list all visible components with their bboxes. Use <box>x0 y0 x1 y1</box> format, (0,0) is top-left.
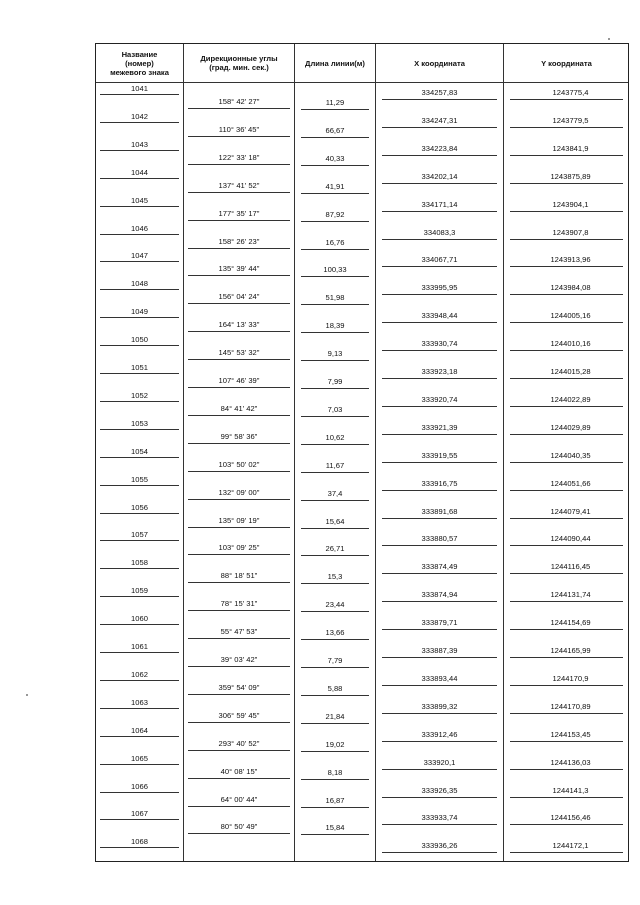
direction-angle: 78° 15' 31" <box>220 599 258 609</box>
x-coordinate: 333948,44 <box>421 311 458 321</box>
y-rule <box>510 601 623 602</box>
x-rule <box>382 462 497 463</box>
point-rule <box>100 540 179 541</box>
x-coordinate: 333921,39 <box>421 422 458 432</box>
y-coordinate: 1244153,45 <box>550 729 591 739</box>
point-name: 1054 <box>131 446 148 456</box>
direction-angle: 39° 03' 42" <box>220 655 258 664</box>
x-coordinate: 333891,68 <box>421 506 458 516</box>
point-name: 1057 <box>131 530 148 540</box>
line-length: 9,13 <box>327 349 343 359</box>
y-coordinate: 1243841,9 <box>552 143 589 153</box>
header-x-coordinate: X координата <box>414 58 465 68</box>
length-rule <box>301 695 369 696</box>
direction-angle: 137° 41' 52" <box>218 180 260 190</box>
y-rule <box>510 183 623 184</box>
header-divider <box>96 82 628 83</box>
angle-rule <box>188 415 290 416</box>
x-coordinate: 333899,32 <box>421 701 458 711</box>
y-coordinate: 1244005,16 <box>550 311 591 321</box>
direction-angle: 122° 33' 18" <box>218 152 260 162</box>
line-length: 18,39 <box>325 321 345 331</box>
x-coordinate: 333887,39 <box>421 646 458 655</box>
direction-angle: 359° 54' 09" <box>218 682 260 692</box>
y-coordinate: 1244116,45 <box>550 562 591 572</box>
x-coordinate: 333920,1 <box>423 757 456 767</box>
line-length: 7,99 <box>327 377 343 386</box>
length-rule <box>301 555 369 556</box>
point-name: 1063 <box>131 697 148 707</box>
direction-angle: 293° 40' 52" <box>218 738 260 748</box>
direction-angle: 64° 00' 44" <box>220 794 258 804</box>
length-rule <box>301 472 369 473</box>
y-coordinate: 1244136,03 <box>550 757 591 767</box>
y-coordinate: 1244029,89 <box>550 422 591 432</box>
line-length: 66,67 <box>325 125 345 135</box>
line-length: 37,4 <box>327 488 343 498</box>
header-direction-angle: Дирекционные углы (град. мин. сек.) <box>200 54 278 72</box>
length-rule <box>301 360 369 361</box>
length-rule <box>301 723 369 724</box>
length-rule <box>301 416 369 417</box>
x-rule <box>382 239 497 240</box>
y-rule <box>510 155 623 156</box>
line-length: 10,62 <box>325 432 345 442</box>
x-rule <box>382 797 497 798</box>
x-rule <box>382 155 497 156</box>
x-rule <box>382 378 497 379</box>
direction-angle: 103° 09' 25" <box>218 543 260 553</box>
y-coordinate: 1244170,9 <box>552 673 589 683</box>
x-rule <box>382 657 497 658</box>
x-coordinate: 333916,75 <box>421 478 458 488</box>
y-rule <box>510 350 623 351</box>
x-coordinate: 333874,49 <box>421 562 458 572</box>
x-coordinate: 333912,46 <box>421 729 458 739</box>
point-name: 1045 <box>131 195 148 205</box>
x-rule <box>382 769 497 770</box>
line-length: 16,76 <box>325 237 345 247</box>
point-name: 1052 <box>131 390 148 400</box>
point-name: 1042 <box>131 111 148 121</box>
angle-rule <box>188 387 290 388</box>
y-rule <box>510 657 623 658</box>
direction-angle: 132° 09' 00" <box>218 487 260 497</box>
x-rule <box>382 685 497 686</box>
y-coordinate: 1243984,08 <box>550 283 591 293</box>
line-length: 16,87 <box>325 795 345 805</box>
angle-rule <box>188 331 290 332</box>
y-rule <box>510 573 623 574</box>
length-rule <box>301 193 369 194</box>
y-coordinate: 1244022,89 <box>550 394 591 404</box>
point-name: 1047 <box>131 251 148 261</box>
x-rule <box>382 518 497 519</box>
line-length: 21,84 <box>325 711 345 721</box>
point-name: 1049 <box>131 307 148 317</box>
header-y-coordinate: Y координата <box>541 58 592 68</box>
line-length: 11,67 <box>325 460 345 470</box>
point-name: 1053 <box>131 418 148 428</box>
y-coordinate: 1244010,16 <box>550 339 591 349</box>
direction-angle: 84° 41' 42" <box>220 403 258 413</box>
column-divider <box>503 44 504 861</box>
x-rule <box>382 211 497 212</box>
direction-angle: 80° 50' 49" <box>220 822 258 832</box>
point-rule <box>100 206 179 207</box>
header-line-length: Длина линии(м) <box>305 58 365 68</box>
direction-angle: 135° 39' 44" <box>218 264 260 274</box>
y-rule <box>510 99 623 100</box>
x-rule <box>382 183 497 184</box>
point-rule <box>100 150 179 151</box>
angle-rule <box>188 666 290 667</box>
length-rule <box>301 500 369 501</box>
point-rule <box>100 373 179 374</box>
length-rule <box>301 751 369 752</box>
line-length: 5,88 <box>327 683 343 693</box>
column-divider <box>294 44 295 861</box>
point-name: 1066 <box>131 781 148 791</box>
line-length: 100,33 <box>323 265 347 275</box>
angle-rule <box>188 638 290 639</box>
length-rule <box>301 249 369 250</box>
length-rule <box>301 639 369 640</box>
y-coordinate: 1243907,8 <box>552 227 589 237</box>
length-rule <box>301 276 369 277</box>
x-coordinate: 333919,55 <box>421 450 458 460</box>
point-name: 1059 <box>131 586 148 596</box>
y-coordinate: 1243913,96 <box>550 255 591 265</box>
y-rule <box>510 322 623 323</box>
angle-rule <box>188 554 290 555</box>
point-name: 1051 <box>131 363 148 372</box>
line-length: 23,44 <box>325 600 345 610</box>
point-rule <box>100 680 179 681</box>
point-rule <box>100 596 179 597</box>
y-coordinate: 1244154,69 <box>550 618 591 628</box>
point-rule <box>100 513 179 514</box>
x-coordinate: 333930,74 <box>421 339 458 349</box>
y-coordinate: 1244090,44 <box>550 534 591 544</box>
y-rule <box>510 239 623 240</box>
length-rule <box>301 165 369 166</box>
x-rule <box>382 713 497 714</box>
length-rule <box>301 221 369 222</box>
y-rule <box>510 545 623 546</box>
x-coordinate: 333936,26 <box>421 841 458 851</box>
point-rule <box>100 401 179 402</box>
angle-rule <box>188 778 290 779</box>
point-rule <box>100 234 179 235</box>
x-rule <box>382 350 497 351</box>
angle-rule <box>188 471 290 472</box>
x-coordinate: 333879,71 <box>421 618 458 628</box>
point-rule <box>100 178 179 179</box>
y-rule <box>510 294 623 295</box>
x-coordinate: 334067,71 <box>421 255 458 265</box>
x-coordinate: 333880,57 <box>421 534 458 544</box>
line-length: 7,79 <box>327 656 343 665</box>
point-name: 1055 <box>131 474 148 484</box>
y-rule <box>510 685 623 686</box>
direction-angle: 158° 42' 27" <box>218 97 260 106</box>
angle-rule <box>188 275 290 276</box>
y-coordinate: 1244156,46 <box>550 813 591 823</box>
length-rule <box>301 583 369 584</box>
x-coordinate: 334247,31 <box>421 115 458 125</box>
y-rule <box>510 713 623 714</box>
angle-rule <box>188 136 290 137</box>
y-coordinate: 1244051,66 <box>550 478 591 488</box>
angle-rule <box>188 220 290 221</box>
direction-angle: 177° 35' 17" <box>218 208 260 218</box>
y-coordinate: 1243904,1 <box>552 199 589 209</box>
point-name: 1043 <box>131 139 148 149</box>
x-rule <box>382 406 497 407</box>
y-coordinate: 1244015,28 <box>550 367 591 376</box>
x-coordinate: 333995,95 <box>421 283 458 293</box>
line-length: 26,71 <box>325 544 345 554</box>
direction-angle: 55° 47' 53" <box>220 627 258 637</box>
y-coordinate: 1244040,35 <box>550 450 591 460</box>
y-rule <box>510 406 623 407</box>
length-rule <box>301 304 369 305</box>
angle-rule <box>188 164 290 165</box>
x-rule <box>382 490 497 491</box>
point-rule <box>100 819 179 820</box>
y-rule <box>510 462 623 463</box>
point-rule <box>100 792 179 793</box>
x-coordinate: 333926,35 <box>421 785 458 795</box>
line-length: 87,92 <box>325 209 345 219</box>
angle-rule <box>188 248 290 249</box>
y-rule <box>510 266 623 267</box>
direction-angle: 164° 13' 33" <box>218 320 260 330</box>
y-coordinate: 1244170,89 <box>550 701 591 711</box>
line-length: 15,64 <box>325 516 345 526</box>
angle-rule <box>188 303 290 304</box>
point-name: 1067 <box>131 809 148 819</box>
x-rule <box>382 127 497 128</box>
y-rule <box>510 629 623 630</box>
y-rule <box>510 490 623 491</box>
x-rule <box>382 434 497 435</box>
direction-angle: 40° 08' 15" <box>220 766 258 776</box>
line-length: 8,18 <box>327 767 343 777</box>
y-rule <box>510 852 623 853</box>
x-rule <box>382 741 497 742</box>
angle-rule <box>188 610 290 611</box>
line-length: 41,91 <box>325 181 345 191</box>
point-rule <box>100 317 179 318</box>
y-coordinate: 1244141,3 <box>552 785 589 795</box>
angle-rule <box>188 582 290 583</box>
point-rule <box>100 764 179 765</box>
y-rule <box>510 211 623 212</box>
y-coordinate: 1244079,41 <box>550 506 591 516</box>
x-coordinate: 333874,94 <box>421 590 458 600</box>
x-rule <box>382 629 497 630</box>
point-name: 1064 <box>131 725 148 735</box>
y-rule <box>510 127 623 128</box>
y-coordinate: 1243775,4 <box>552 88 589 97</box>
x-coordinate: 333893,44 <box>421 673 458 683</box>
x-rule <box>382 294 497 295</box>
scan-speck <box>608 38 610 40</box>
y-coordinate: 1244165,99 <box>550 646 591 655</box>
point-rule <box>100 847 179 848</box>
x-coordinate: 334202,14 <box>421 171 458 181</box>
length-rule <box>301 779 369 780</box>
point-name: 1061 <box>131 642 148 651</box>
length-rule <box>301 667 369 668</box>
point-name: 1060 <box>131 614 148 624</box>
point-rule <box>100 429 179 430</box>
x-rule <box>382 573 497 574</box>
y-rule <box>510 741 623 742</box>
direction-angle: 99° 58' 36" <box>220 431 258 441</box>
point-name: 1058 <box>131 558 148 568</box>
length-rule <box>301 528 369 529</box>
point-name: 1044 <box>131 167 148 177</box>
y-coordinate: 1244131,74 <box>550 590 591 600</box>
point-name: 1062 <box>131 669 148 679</box>
point-rule <box>100 652 179 653</box>
y-coordinate: 1243875,89 <box>550 171 591 181</box>
length-rule <box>301 807 369 808</box>
y-rule <box>510 378 623 379</box>
line-length: 11,29 <box>325 98 345 107</box>
angle-rule <box>188 192 290 193</box>
point-rule <box>100 261 179 262</box>
y-coordinate: 1244172,1 <box>552 841 589 851</box>
line-length: 7,03 <box>327 404 343 414</box>
direction-angle: 306° 59' 45" <box>218 710 260 720</box>
point-name: 1050 <box>131 335 148 345</box>
direction-angle: 103° 50' 02" <box>218 459 260 469</box>
x-coordinate: 333920,74 <box>421 394 458 404</box>
coordinate-table <box>95 43 629 862</box>
point-name: 1046 <box>131 223 148 233</box>
x-coordinate: 333933,74 <box>421 813 458 823</box>
x-coordinate: 333923,18 <box>421 367 458 376</box>
direction-angle: 156° 04' 24" <box>218 292 260 302</box>
x-coordinate: 334257,83 <box>421 88 458 97</box>
line-length: 19,02 <box>325 739 345 749</box>
line-length: 15,3 <box>327 572 343 582</box>
x-rule <box>382 322 497 323</box>
y-rule <box>510 797 623 798</box>
x-rule <box>382 266 497 267</box>
y-rule <box>510 434 623 435</box>
x-rule <box>382 824 497 825</box>
direction-angle: 88° 18' 51" <box>220 571 258 581</box>
x-coordinate: 334171,14 <box>421 199 458 209</box>
line-length: 40,33 <box>325 153 345 163</box>
point-rule <box>100 736 179 737</box>
direction-angle: 107° 46' 39" <box>218 376 260 385</box>
direction-angle: 110° 36' 45" <box>218 124 260 134</box>
point-rule <box>100 345 179 346</box>
point-rule <box>100 94 179 95</box>
line-length: 13,66 <box>325 628 345 638</box>
header-point-name: Название (номер) межевого знака <box>110 49 169 77</box>
point-name: 1056 <box>131 502 148 512</box>
length-rule <box>301 611 369 612</box>
line-length: 15,84 <box>325 823 345 833</box>
angle-rule <box>188 443 290 444</box>
length-rule <box>301 137 369 138</box>
x-rule <box>382 852 497 853</box>
angle-rule <box>188 806 290 807</box>
point-rule <box>100 122 179 123</box>
point-rule <box>100 485 179 486</box>
y-rule <box>510 824 623 825</box>
y-rule <box>510 769 623 770</box>
angle-rule <box>188 499 290 500</box>
length-rule <box>301 109 369 110</box>
direction-angle: 158° 26' 23" <box>218 236 260 246</box>
point-name: 1068 <box>131 837 148 847</box>
length-rule <box>301 388 369 389</box>
x-rule <box>382 545 497 546</box>
point-rule <box>100 568 179 569</box>
scan-speck <box>26 694 28 696</box>
angle-rule <box>188 833 290 834</box>
point-name: 1065 <box>131 753 148 763</box>
x-coordinate: 334223,84 <box>421 143 458 153</box>
angle-rule <box>188 750 290 751</box>
point-rule <box>100 624 179 625</box>
x-coordinate: 334083,3 <box>423 227 456 237</box>
length-rule <box>301 332 369 333</box>
point-name: 1048 <box>131 279 148 289</box>
direction-angle: 135° 09' 19" <box>218 515 260 525</box>
y-rule <box>510 518 623 519</box>
angle-rule <box>188 722 290 723</box>
line-length: 51,98 <box>325 293 345 303</box>
length-rule <box>301 834 369 835</box>
angle-rule <box>188 694 290 695</box>
angle-rule <box>188 359 290 360</box>
y-coordinate: 1243779,5 <box>552 115 589 125</box>
point-rule <box>100 457 179 458</box>
direction-angle: 145° 53' 32" <box>218 348 260 358</box>
angle-rule <box>188 527 290 528</box>
x-rule <box>382 601 497 602</box>
x-rule <box>382 99 497 100</box>
point-rule <box>100 289 179 290</box>
point-rule <box>100 708 179 709</box>
length-rule <box>301 444 369 445</box>
point-name: 1041 <box>131 84 148 93</box>
angle-rule <box>188 108 290 109</box>
